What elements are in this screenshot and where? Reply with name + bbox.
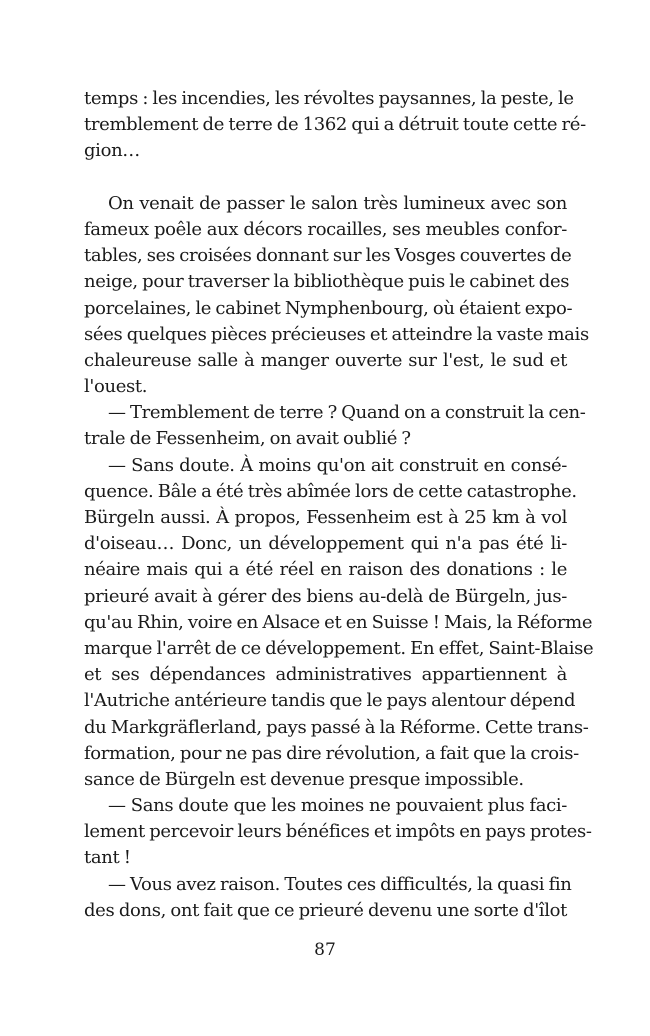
dialogue-line: — Vous avez raison. Toutes ces difficultés, la quasi fin — [108, 873, 572, 895]
text-line: tant ! — [84, 847, 131, 869]
text-line: d'oiseau… Donc, un développement qui n'a pas été li- — [84, 533, 567, 555]
text-line: gion… — [84, 140, 140, 162]
text-line: temps : les incendies, les révoltes paysannes, la peste, le — [84, 88, 574, 109]
text-line: neige, pour traverser la bibliothèque puis le cabinet des — [84, 271, 570, 293]
text-line: sées quelques pièces précieuses et atteindre la vaste mais — [84, 323, 589, 345]
body-text — [84, 86, 594, 924]
text-line: formation, pour ne pas dire révolution, a fait que la crois- — [84, 742, 579, 764]
text-line: trale de Fessenheim, on avait oublié ? — [84, 428, 411, 450]
page-number: 87 — [314, 940, 336, 960]
text-line: prieuré avait à gérer des biens au-delà de Bürgeln, jus- — [84, 585, 567, 607]
text-line: lement percevoir leurs bénéfices et impôts en pays protes- — [84, 821, 592, 843]
text-line: quence. Bâle a été très abîmée lors de cette catastrophe. — [84, 480, 577, 502]
paragraph-gap — [84, 165, 567, 191]
dialogue-line: — Sans doute que les moines ne pouvaient plus faci- — [108, 795, 567, 817]
text-line: sance de Bürgeln est devenue presque impossible. — [84, 768, 524, 790]
text-line: Bürgeln aussi. À propos, Fessenheim est à 25 km à vol — [84, 507, 567, 528]
text-line: marque l'arrêt de ce développement. En effet, Saint-Blaise — [84, 637, 594, 659]
dialogue-line: — Sans doute. À moins qu'on ait construit en consé- — [108, 454, 567, 476]
text-line: tremblement de terre de 1362 qui a détruit toute cette ré- — [84, 114, 586, 136]
text-line: et ses dépendances administratives appartiennent à — [84, 664, 567, 686]
text-line: des dons, ont fait que ce prieuré devenu une sorte d'îlot — [84, 899, 567, 921]
text-line: l'ouest. — [84, 376, 148, 398]
dialogue-line: — Tremblement de terre ? Quand on a construit la cen- — [108, 402, 586, 424]
text-line: du Markgräflerland, pays passé à la Réforme. Cette trans- — [84, 716, 589, 738]
text-line: On venait de passer le salon très lumineux avec son — [108, 192, 567, 214]
text-line: l'Autriche antérieure tandis que le pays alentour dépend — [84, 690, 576, 712]
text-line: qu'au Rhin, voire en Alsace et en Suisse ! Mais, la Réforme — [84, 611, 593, 633]
text-line: porcelaines, le cabinet Nymphenbourg, où étaient expo- — [84, 297, 573, 319]
text-line: fameux poêle aux décors rocailles, ses meubles confor- — [84, 218, 567, 240]
text-line: néaire mais qui a été réel en raison des donations : le — [84, 559, 567, 581]
text-line: tables, ses croisées donnant sur les Vosges couvertes de — [84, 245, 572, 267]
text-line: chaleureuse salle à manger ouverte sur l'est, le sud et — [84, 349, 567, 371]
